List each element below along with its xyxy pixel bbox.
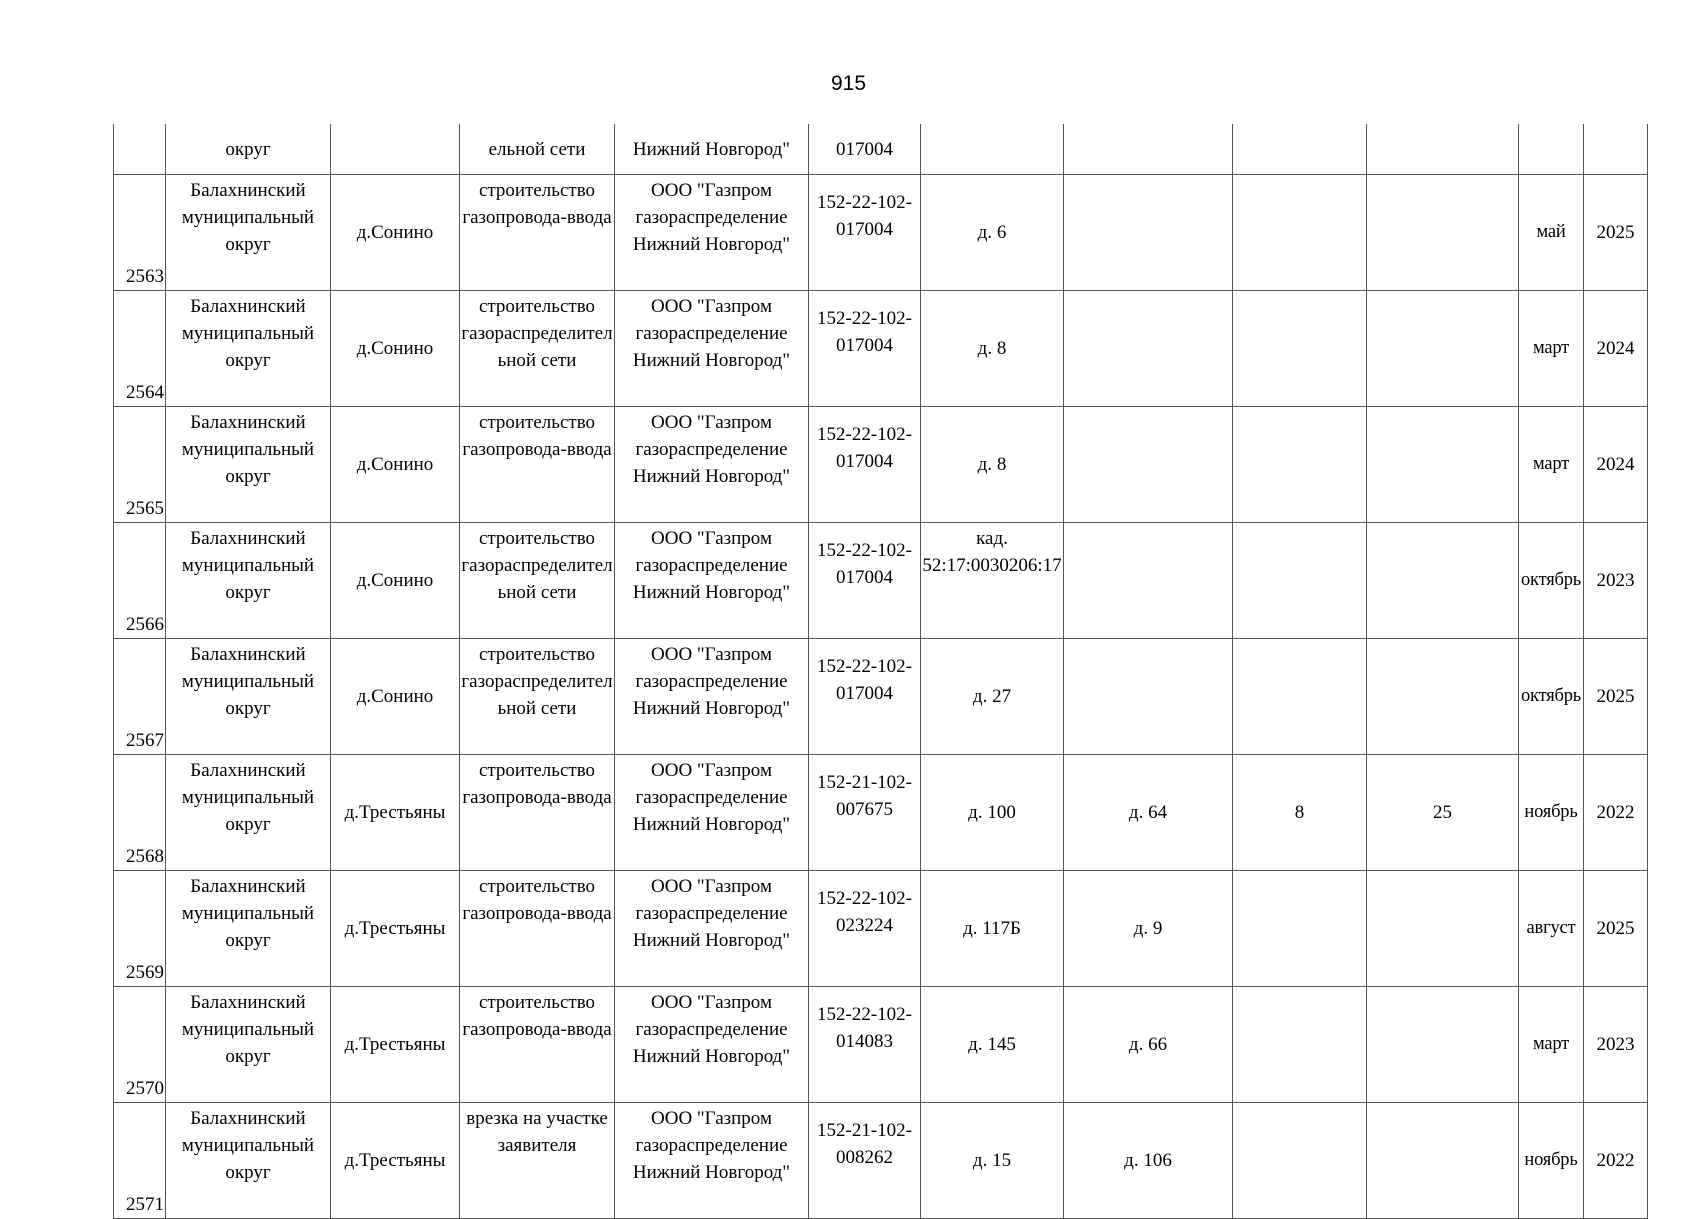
- cell-address-1: д. 8: [921, 291, 1064, 407]
- cell-organization: ООО "Газпром газораспределение Нижний Новгород": [615, 291, 809, 407]
- cell-value-2: [1367, 175, 1519, 291]
- cell-address-1: д. 100: [921, 755, 1064, 871]
- cell-district: Балахнинский муниципальный округ: [166, 871, 331, 987]
- cell-organization: ООО "Газпром газораспределение Нижний Новгород": [615, 639, 809, 755]
- cell-application: 152-21-102-008262: [809, 1103, 921, 1219]
- table-row: [114, 755, 1648, 871]
- cell-value-2: [1367, 124, 1519, 175]
- cell-address-2: [1064, 639, 1233, 755]
- cell-month: ноябрь: [1519, 755, 1584, 871]
- cell-district: Балахнинский муниципальный округ: [166, 1103, 331, 1219]
- cell-value-2: [1367, 987, 1519, 1103]
- table-row-continued: [114, 124, 1648, 175]
- cell-number: 2568: [114, 755, 166, 871]
- cell-work-type: строительство газопровода-ввода: [460, 755, 615, 871]
- cell-district: Балахнинский муниципальный округ: [166, 175, 331, 291]
- cell-work-type: врезка на участке заявителя: [460, 1103, 615, 1219]
- cell-address-2: д. 9: [1064, 871, 1233, 987]
- cell-address-1: д. 15: [921, 1103, 1064, 1219]
- cell-address-2: [1064, 523, 1233, 639]
- cell-locality: д.Трестьяны: [331, 987, 460, 1103]
- table-row: [114, 871, 1648, 987]
- cell-address-1: д. 8: [921, 407, 1064, 523]
- cell-month: октябрь: [1519, 639, 1584, 755]
- cell-work-type: строительство газопровода-ввода: [460, 407, 615, 523]
- cell-value-2: [1367, 871, 1519, 987]
- cell-year: 2025: [1584, 175, 1648, 291]
- cell-organization: ООО "Газпром газораспределение Нижний Новгород": [615, 407, 809, 523]
- cell-number: 2563: [114, 175, 166, 291]
- cell-month: март: [1519, 407, 1584, 523]
- cell-district: Балахнинский муниципальный округ: [166, 987, 331, 1103]
- page-number: 915: [830, 72, 867, 95]
- cell-value-2: [1367, 407, 1519, 523]
- table-row: [114, 175, 1648, 291]
- table-row: [114, 639, 1648, 755]
- cell-application: 152-22-102-017004: [809, 407, 921, 523]
- cell-locality: д.Трестьяны: [331, 755, 460, 871]
- cell-district: Балахнинский муниципальный округ: [166, 639, 331, 755]
- cell-application: 152-22-102-017004: [809, 523, 921, 639]
- cell-year: 2024: [1584, 291, 1648, 407]
- cell-number: 2569: [114, 871, 166, 987]
- cell-organization: ООО "Газпром газораспределение Нижний Новгород": [615, 523, 809, 639]
- cell-year: 2022: [1584, 755, 1648, 871]
- cell-work-type: строительство газопровода-ввода: [460, 987, 615, 1103]
- cell-address-2: д. 106: [1064, 1103, 1233, 1219]
- cell-work-type: строительство газораспределительной сети: [460, 639, 615, 755]
- cell-address-1: д. 145: [921, 987, 1064, 1103]
- cell-year: [1584, 124, 1648, 175]
- cell-address-1: д. 6: [921, 175, 1064, 291]
- cell-value-1: [1233, 175, 1367, 291]
- cell-application: 152-22-102-014083: [809, 987, 921, 1103]
- cell-district: округ: [166, 124, 331, 175]
- cell-locality: [331, 124, 460, 175]
- cell-value-1: [1233, 1103, 1367, 1219]
- table-row: [114, 291, 1648, 407]
- cell-work-type: строительство газопровода-ввода: [460, 175, 615, 291]
- cell-application: 152-22-102-023224: [809, 871, 921, 987]
- cell-value-1: [1233, 523, 1367, 639]
- cell-organization: ООО "Газпром газораспределение Нижний Новгород": [615, 175, 809, 291]
- table-body: [114, 124, 1648, 1219]
- cell-value-1: 8: [1233, 755, 1367, 871]
- cell-value-2: [1367, 523, 1519, 639]
- cell-value-1: [1233, 291, 1367, 407]
- cell-locality: д.Трестьяны: [331, 871, 460, 987]
- cell-district: Балахнинский муниципальный округ: [166, 407, 331, 523]
- cell-value-2: 25: [1367, 755, 1519, 871]
- cell-locality: д.Трестьяны: [331, 1103, 460, 1219]
- cell-value-1: [1233, 987, 1367, 1103]
- cell-work-type: строительство газораспределительной сети: [460, 291, 615, 407]
- cell-locality: д.Сонино: [331, 639, 460, 755]
- cell-month: октябрь: [1519, 523, 1584, 639]
- table-row: [114, 523, 1648, 639]
- cell-application: 152-22-102-017004: [809, 291, 921, 407]
- cell-work-type: строительство газопровода-ввода: [460, 871, 615, 987]
- cell-locality: д.Сонино: [331, 291, 460, 407]
- cell-locality: д.Сонино: [331, 523, 460, 639]
- cell-number: 2571: [114, 1103, 166, 1219]
- cell-application: 017004: [809, 124, 921, 175]
- cell-address-2: д. 66: [1064, 987, 1233, 1103]
- cell-application: 152-22-102-017004: [809, 175, 921, 291]
- cell-value-1: [1233, 639, 1367, 755]
- cell-organization: ООО "Газпром газораспределение Нижний Новгород": [615, 871, 809, 987]
- cell-year: 2023: [1584, 523, 1648, 639]
- cell-address-1: [921, 124, 1064, 175]
- cell-value-2: [1367, 291, 1519, 407]
- cell-address-1: д. 117Б: [921, 871, 1064, 987]
- cell-address-2: [1064, 291, 1233, 407]
- cell-number: 2566: [114, 523, 166, 639]
- table-row: [114, 987, 1648, 1103]
- cell-year: 2022: [1584, 1103, 1648, 1219]
- cell-number: 2567: [114, 639, 166, 755]
- table-row: [114, 407, 1648, 523]
- cell-work-type: ельной сети: [460, 124, 615, 175]
- cell-value-2: [1367, 1103, 1519, 1219]
- cell-organization: Нижний Новгород": [615, 124, 809, 175]
- table-row: [114, 1103, 1648, 1219]
- cell-year: 2024: [1584, 407, 1648, 523]
- cell-value-1: [1233, 124, 1367, 175]
- cell-organization: ООО "Газпром газораспределение Нижний Новгород": [615, 987, 809, 1103]
- cell-address-2: [1064, 407, 1233, 523]
- cell-month: август: [1519, 871, 1584, 987]
- cell-month: ноябрь: [1519, 1103, 1584, 1219]
- cell-address-2: [1064, 124, 1233, 175]
- cell-month: март: [1519, 291, 1584, 407]
- cell-month: [1519, 124, 1584, 175]
- cell-year: 2023: [1584, 987, 1648, 1103]
- cell-value-1: [1233, 871, 1367, 987]
- cell-work-type: строительство газораспределительной сети: [460, 523, 615, 639]
- cell-month: март: [1519, 987, 1584, 1103]
- cell-month: май: [1519, 175, 1584, 291]
- cell-address-1: д. 27: [921, 639, 1064, 755]
- cell-application: 152-21-102-007675: [809, 755, 921, 871]
- cell-district: Балахнинский муниципальный округ: [166, 291, 331, 407]
- cell-year: 2025: [1584, 871, 1648, 987]
- cell-number: [114, 124, 166, 175]
- cell-application: 152-22-102-017004: [809, 639, 921, 755]
- cell-value-2: [1367, 639, 1519, 755]
- cell-address-2: д. 64: [1064, 755, 1233, 871]
- cell-number: 2570: [114, 987, 166, 1103]
- cell-address-2: [1064, 175, 1233, 291]
- cell-value-1: [1233, 407, 1367, 523]
- gasification-table: [113, 124, 1648, 1219]
- cell-number: 2564: [114, 291, 166, 407]
- cell-district: Балахнинский муниципальный округ: [166, 755, 331, 871]
- cell-district: Балахнинский муниципальный округ: [166, 523, 331, 639]
- cell-locality: д.Сонино: [331, 175, 460, 291]
- cell-locality: д.Сонино: [331, 407, 460, 523]
- cell-organization: ООО "Газпром газораспределение Нижний Новгород": [615, 1103, 809, 1219]
- cell-address-1: кад. 52:17:0030206:17: [921, 523, 1064, 639]
- cell-year: 2025: [1584, 639, 1648, 755]
- cell-number: 2565: [114, 407, 166, 523]
- cell-organization: ООО "Газпром газораспределение Нижний Новгород": [615, 755, 809, 871]
